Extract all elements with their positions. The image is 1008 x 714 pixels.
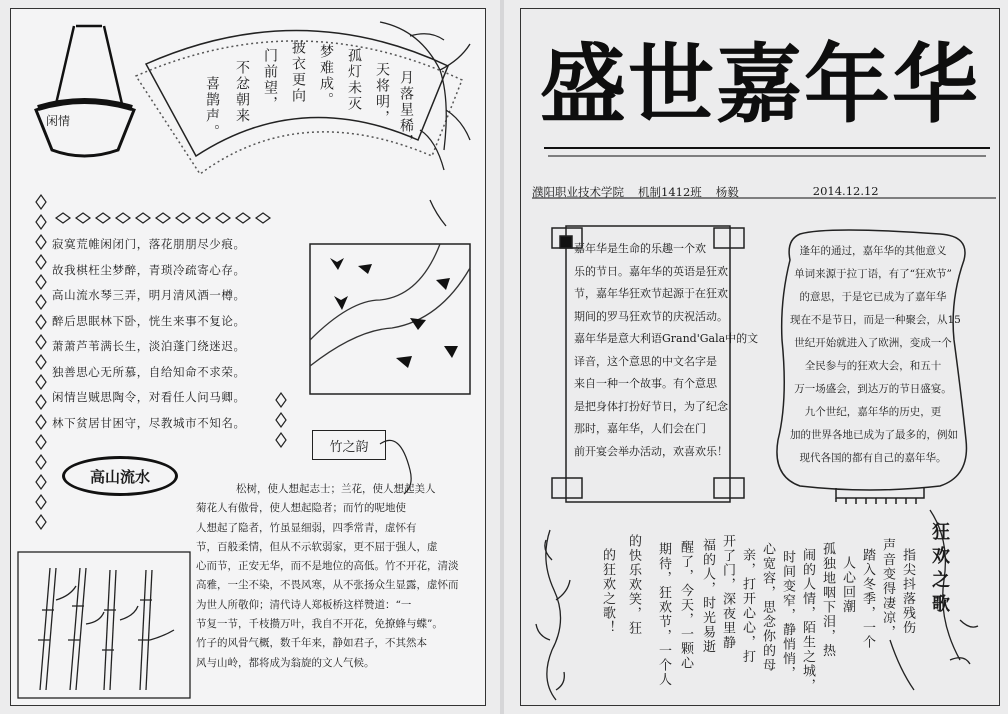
vase-line: 全民参与的狂欢大会，和五十 <box>804 360 942 372</box>
song-col: 开了门，深夜里静 <box>720 534 735 650</box>
gaoshan-liushui-title: 高山流水 <box>62 456 178 496</box>
byline-class: 机制1412班 <box>638 185 702 199</box>
scroll-line: 是把身体打扮好节日，为了纪念 <box>574 399 728 413</box>
song-col: 踏入冬季，一个 <box>860 548 875 650</box>
vase-line: 现代各国的都有自己的嘉年华。 <box>799 452 947 464</box>
vase-line: 九个世纪，嘉年华的历史，更 <box>804 406 942 418</box>
vase-line: 逢年的通过，嘉年华的其他意义 <box>799 245 947 257</box>
bamboo-essay <box>196 480 480 673</box>
lamp-label: 闲情 <box>46 114 71 128</box>
song-col: 时间变窄，静悄悄， <box>780 550 795 681</box>
song-col: 福的人，时光易逝 <box>700 538 715 654</box>
fan-poem-col: 孤灯未灭 <box>346 48 362 112</box>
poem-line: 高山流水琴三弄，明月清风酒一樽。 <box>52 288 246 302</box>
poem-line: 独善思心无所慕，自给知命不求荣。 <box>52 364 246 379</box>
song-col: 醒了，今天，一颗心 <box>678 540 693 671</box>
fan-poem-col: 门前望， <box>262 48 278 112</box>
poem-line: 闲情岂贼思陶令，对看任人问马卿。 <box>52 390 246 404</box>
scroll-line: 嘉年华是生命的乐趣一个欢 <box>574 242 706 255</box>
scroll-line: 来自一种一个故事。有个意思 <box>574 377 717 390</box>
carnival-history <box>790 240 961 470</box>
essay-line: 松树，使人想起志士；兰花，使人想起美人 <box>236 483 436 495</box>
fan-poem-col: 天将明， <box>374 62 390 126</box>
lamp-icon <box>36 26 134 156</box>
essay-line: 节，百般柔情，但从不示软弱家，更不屈于强人，虚 <box>196 540 438 553</box>
scroll-line: 节，嘉年华狂欢节起源于在狂欢 <box>574 287 728 300</box>
byline-author: 杨毅 <box>715 185 739 199</box>
bamboo-section-title: 竹之韵 <box>312 430 386 460</box>
essay-line: 人想起了隐者，竹虽显细弱，四季常青，虚怀有 <box>196 521 417 534</box>
fan-poem-col: 披衣更向 <box>290 40 306 104</box>
poem-lines <box>52 232 292 436</box>
song-col: 人心回潮 <box>840 556 855 614</box>
song-col: 指尖抖落残伤 <box>900 548 915 635</box>
newspaper-title: 盛世嘉年华 <box>540 34 980 135</box>
scroll-line: 那时，嘉年华，人们会在门 <box>574 422 706 435</box>
fan-poem-col: 喜鹊声。 <box>204 76 220 140</box>
scroll-line: 期间的罗马狂欢节的庆祝活动。 <box>574 309 728 323</box>
scroll-line: 嘉年华是意大利语Grand'Gala中的文 <box>574 332 759 345</box>
byline-date: 2014.12.12 <box>812 184 879 198</box>
carnival-intro <box>574 238 758 463</box>
vase-line: 的意思，于是它已成为了嘉年华 <box>799 291 947 303</box>
song-title: 狂欢之歌 <box>929 522 950 618</box>
poem-line: 醉后思眠林下卧，恍生来事不复论。 <box>52 313 246 328</box>
scroll-line: 译音，这个意思的中文名字是 <box>574 354 717 368</box>
poem-line: 寂寞荒帷闲闭门，落花朋朋尽少痕。 <box>52 237 246 251</box>
poem-line: 林下贫居甘困守，尽教城市不知名。 <box>52 415 246 430</box>
essay-line: 心而节，正安无华，而不是地位的高低。竹不开花，清淡 <box>196 560 459 573</box>
byline <box>532 184 992 200</box>
vase-line: 加的世界各地已成为了最多的，例如 <box>790 429 958 441</box>
essay-line: 节复一节，千枝攒万叶，我自不开花，免撩蜂与蝶”。 <box>196 618 443 631</box>
scroll-line: 乐的节日。嘉年华的英语是狂欢 <box>574 264 728 278</box>
song-col: 闹的人情，陌生之城， <box>800 548 815 693</box>
fan-poem-col: 不忿朝来 <box>234 60 250 124</box>
essay-line: 为世人所敬仰；清代诗人郑板桥这样赞道：“一 <box>196 598 412 611</box>
scroll-line: 前开宴会举办活动，欢喜欢乐！ <box>574 444 728 458</box>
song-col: 心宽容，思念你的母 <box>760 542 775 673</box>
vase-line: 现在不是节日，而是一种聚会，从15 <box>790 314 961 326</box>
song-col: 的快乐欢笑，狂 <box>626 534 641 636</box>
essay-line: 风与山岭，都将成为翁旋的文人气候。 <box>196 656 375 669</box>
poem-line: 萧萧芦苇满长生，淡泊蓬门绕迷迟。 <box>52 339 246 353</box>
essay-line: 菊花人有傲骨，使人想起隐者；而竹的呢地使 <box>196 502 406 515</box>
vase-line: 世纪开始就进入了欧洲，变成一个 <box>794 337 952 349</box>
essay-line: 高雅，一尘不染，不畏风寒，从不张扬众生显露，虚怀而 <box>196 579 459 592</box>
vase-line: 万一场盛会，到达万的节日盛宴。 <box>794 383 952 395</box>
fan-poem-col: 梦难成。 <box>318 44 334 108</box>
vase-line: 单词来源于拉丁语，有了“狂欢节” <box>794 268 952 280</box>
song-col: 声音变得凄凉， <box>880 538 895 640</box>
song-col: 亲，打开心心，打 <box>740 548 755 664</box>
bamboo-picture <box>18 552 190 698</box>
leaf-picture <box>310 244 470 394</box>
poem-line: 故我棋枉尘梦醉，青琐冷疏寄心存。 <box>52 262 246 277</box>
song-col: 期待，狂欢节，一个人 <box>656 542 671 687</box>
fan-poem-col: 月落星稀， <box>398 70 414 150</box>
essay-line: 竹子的风骨气概，数千年来，静如君子，不其然本 <box>196 637 427 650</box>
byline-school: 濮阳职业技术学院 <box>532 185 624 199</box>
song-col: 的狂欢之歌！ <box>600 548 615 635</box>
song-col: 孤独地咽下泪，热 <box>820 542 835 658</box>
